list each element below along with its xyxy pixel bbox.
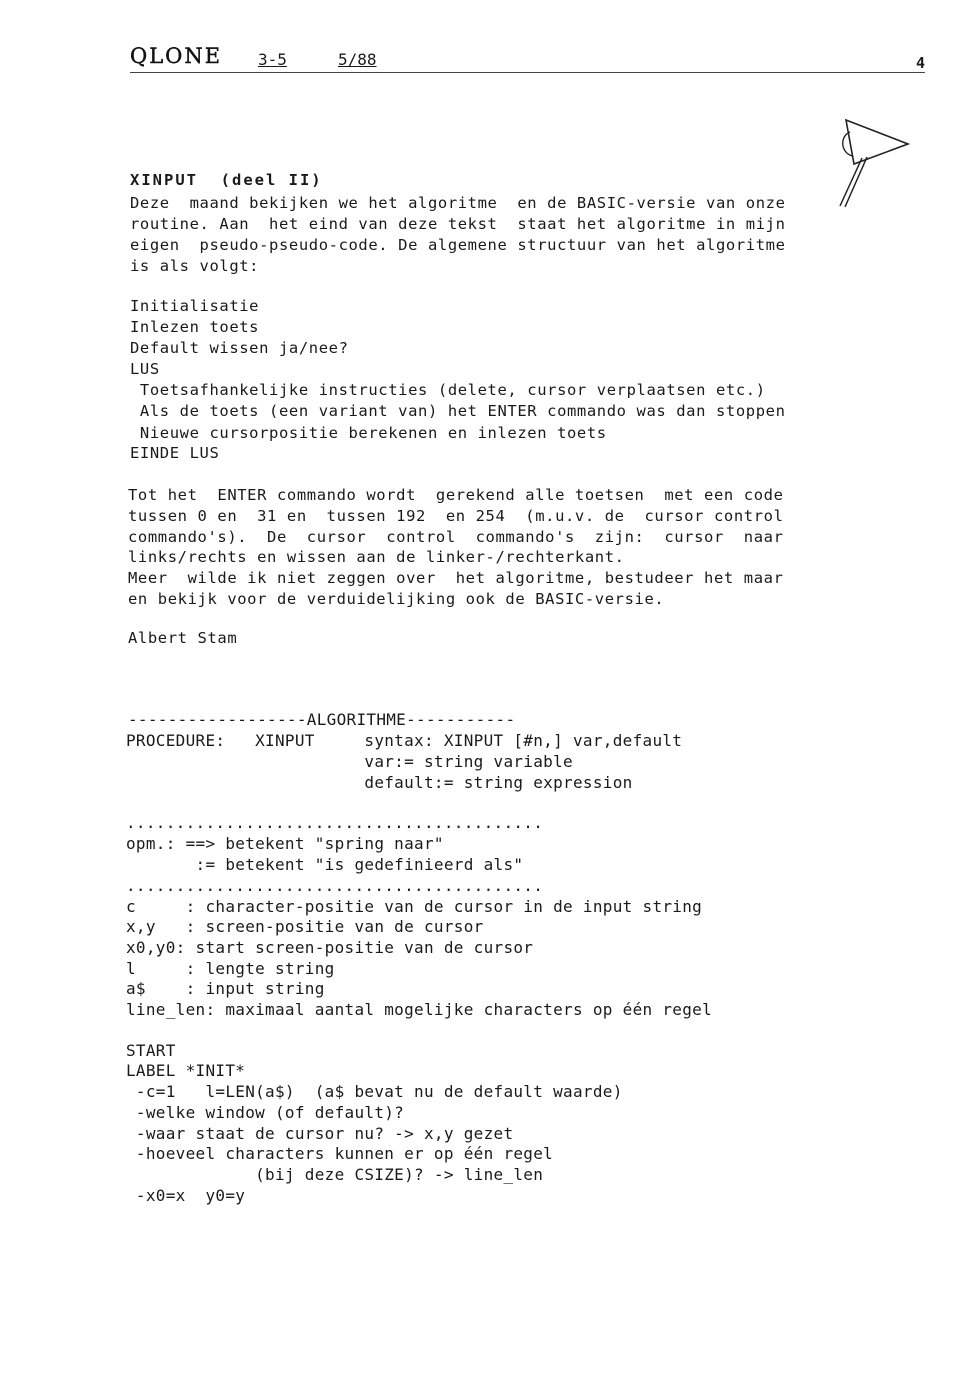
text-line: EINDE LUS [130,444,220,462]
code-line: := betekent "is gedefinieerd als" [126,855,524,874]
article-title: XINPUT (deel II) [130,171,323,189]
text-line: commando's). De cursor control commando's zijn: cursor naar [128,528,784,546]
text-line: tussen 0 en 31 en tussen 192 en 254 (m.u.v. de cursor control [128,507,784,525]
author-name: Albert Stam [128,629,238,647]
magazine-logo: QLONE [130,44,223,68]
code-line: a$ : input string [126,979,325,998]
code-line: -hoeveel characters kunnen er op één regel [126,1144,554,1163]
text-line: Als de toets (een variant van) het ENTER commando was dan stoppen [130,402,786,420]
text-line: is als volgt: [130,257,260,275]
code-line: x,y : screen-positie van de cursor [126,917,484,936]
dotted-separator: .......................................... [126,813,544,832]
text-line: LUS [130,360,160,378]
issue-number: 3-5 [258,50,287,69]
code-line: -x0=x y0=y [126,1186,246,1205]
code-line: -waar staat de cursor nu? -> x,y gezet [126,1124,514,1143]
code-line: (bij deze CSIZE)? -> line_len [126,1165,544,1184]
text-line: Tot het ENTER commando wordt gerekend alle toetsen met een code [128,486,784,504]
text-line: routine. Aan het eind van deze tekst staat het algoritme in mijn [130,215,786,233]
text-line: Toetsafhankelijke instructies (delete, cursor verplaatsen etc.) [130,381,766,399]
code-line: -c=1 l=LEN(a$) (a$ bevat nu de default waarde) [126,1082,623,1101]
code-line: line_len: maximaal aantal mogelijke characters op één regel [126,1000,713,1019]
code-line: default:= string expression [126,773,633,792]
page-number: 4 [915,54,925,72]
text-line: Deze maand bekijken we het algoritme en de BASIC-versie van onze [130,194,786,212]
text-line: en bekijk voor de verduidelijking ook de BASIC-versie. [128,590,665,608]
text-line: Initialisatie [130,297,260,315]
code-line: -welke window (of default)? [126,1103,405,1122]
text-line: Inlezen toets [130,318,260,336]
text-line: Meer wilde ik niet zeggen over het algoritme, bestudeer het maar [128,569,784,587]
code-line: x0,y0: start screen-positie van de cursor [126,938,534,957]
code-line: c : character-positie van de cursor in de input string [126,897,703,916]
issue-date: 5/88 [338,50,377,69]
code-line: START [126,1041,176,1060]
algorithm-heading: ------------------ALGORITHME----------- [128,710,516,729]
text-line: eigen pseudo-pseudo-code. De algemene structuur van het algoritme [130,236,786,254]
text-line: Default wissen ja/nee? [130,339,349,357]
dotted-separator: .......................................... [126,876,544,895]
flag-icon [836,112,926,212]
text-line: Nieuwe cursorpositie berekenen en inlezen toets [130,424,607,442]
code-line: LABEL *INIT* [126,1061,246,1080]
code-line: PROCEDURE: XINPUT syntax: XINPUT [#n,] var,default [126,731,683,750]
code-line: l : lengte string [126,959,335,978]
text-line: links/rechts en wissen aan de linker-/rechterkant. [128,548,625,566]
code-line: opm.: ==> betekent "spring naar" [126,834,444,853]
page-header [130,46,925,73]
code-line: var:= string variable [126,752,573,771]
